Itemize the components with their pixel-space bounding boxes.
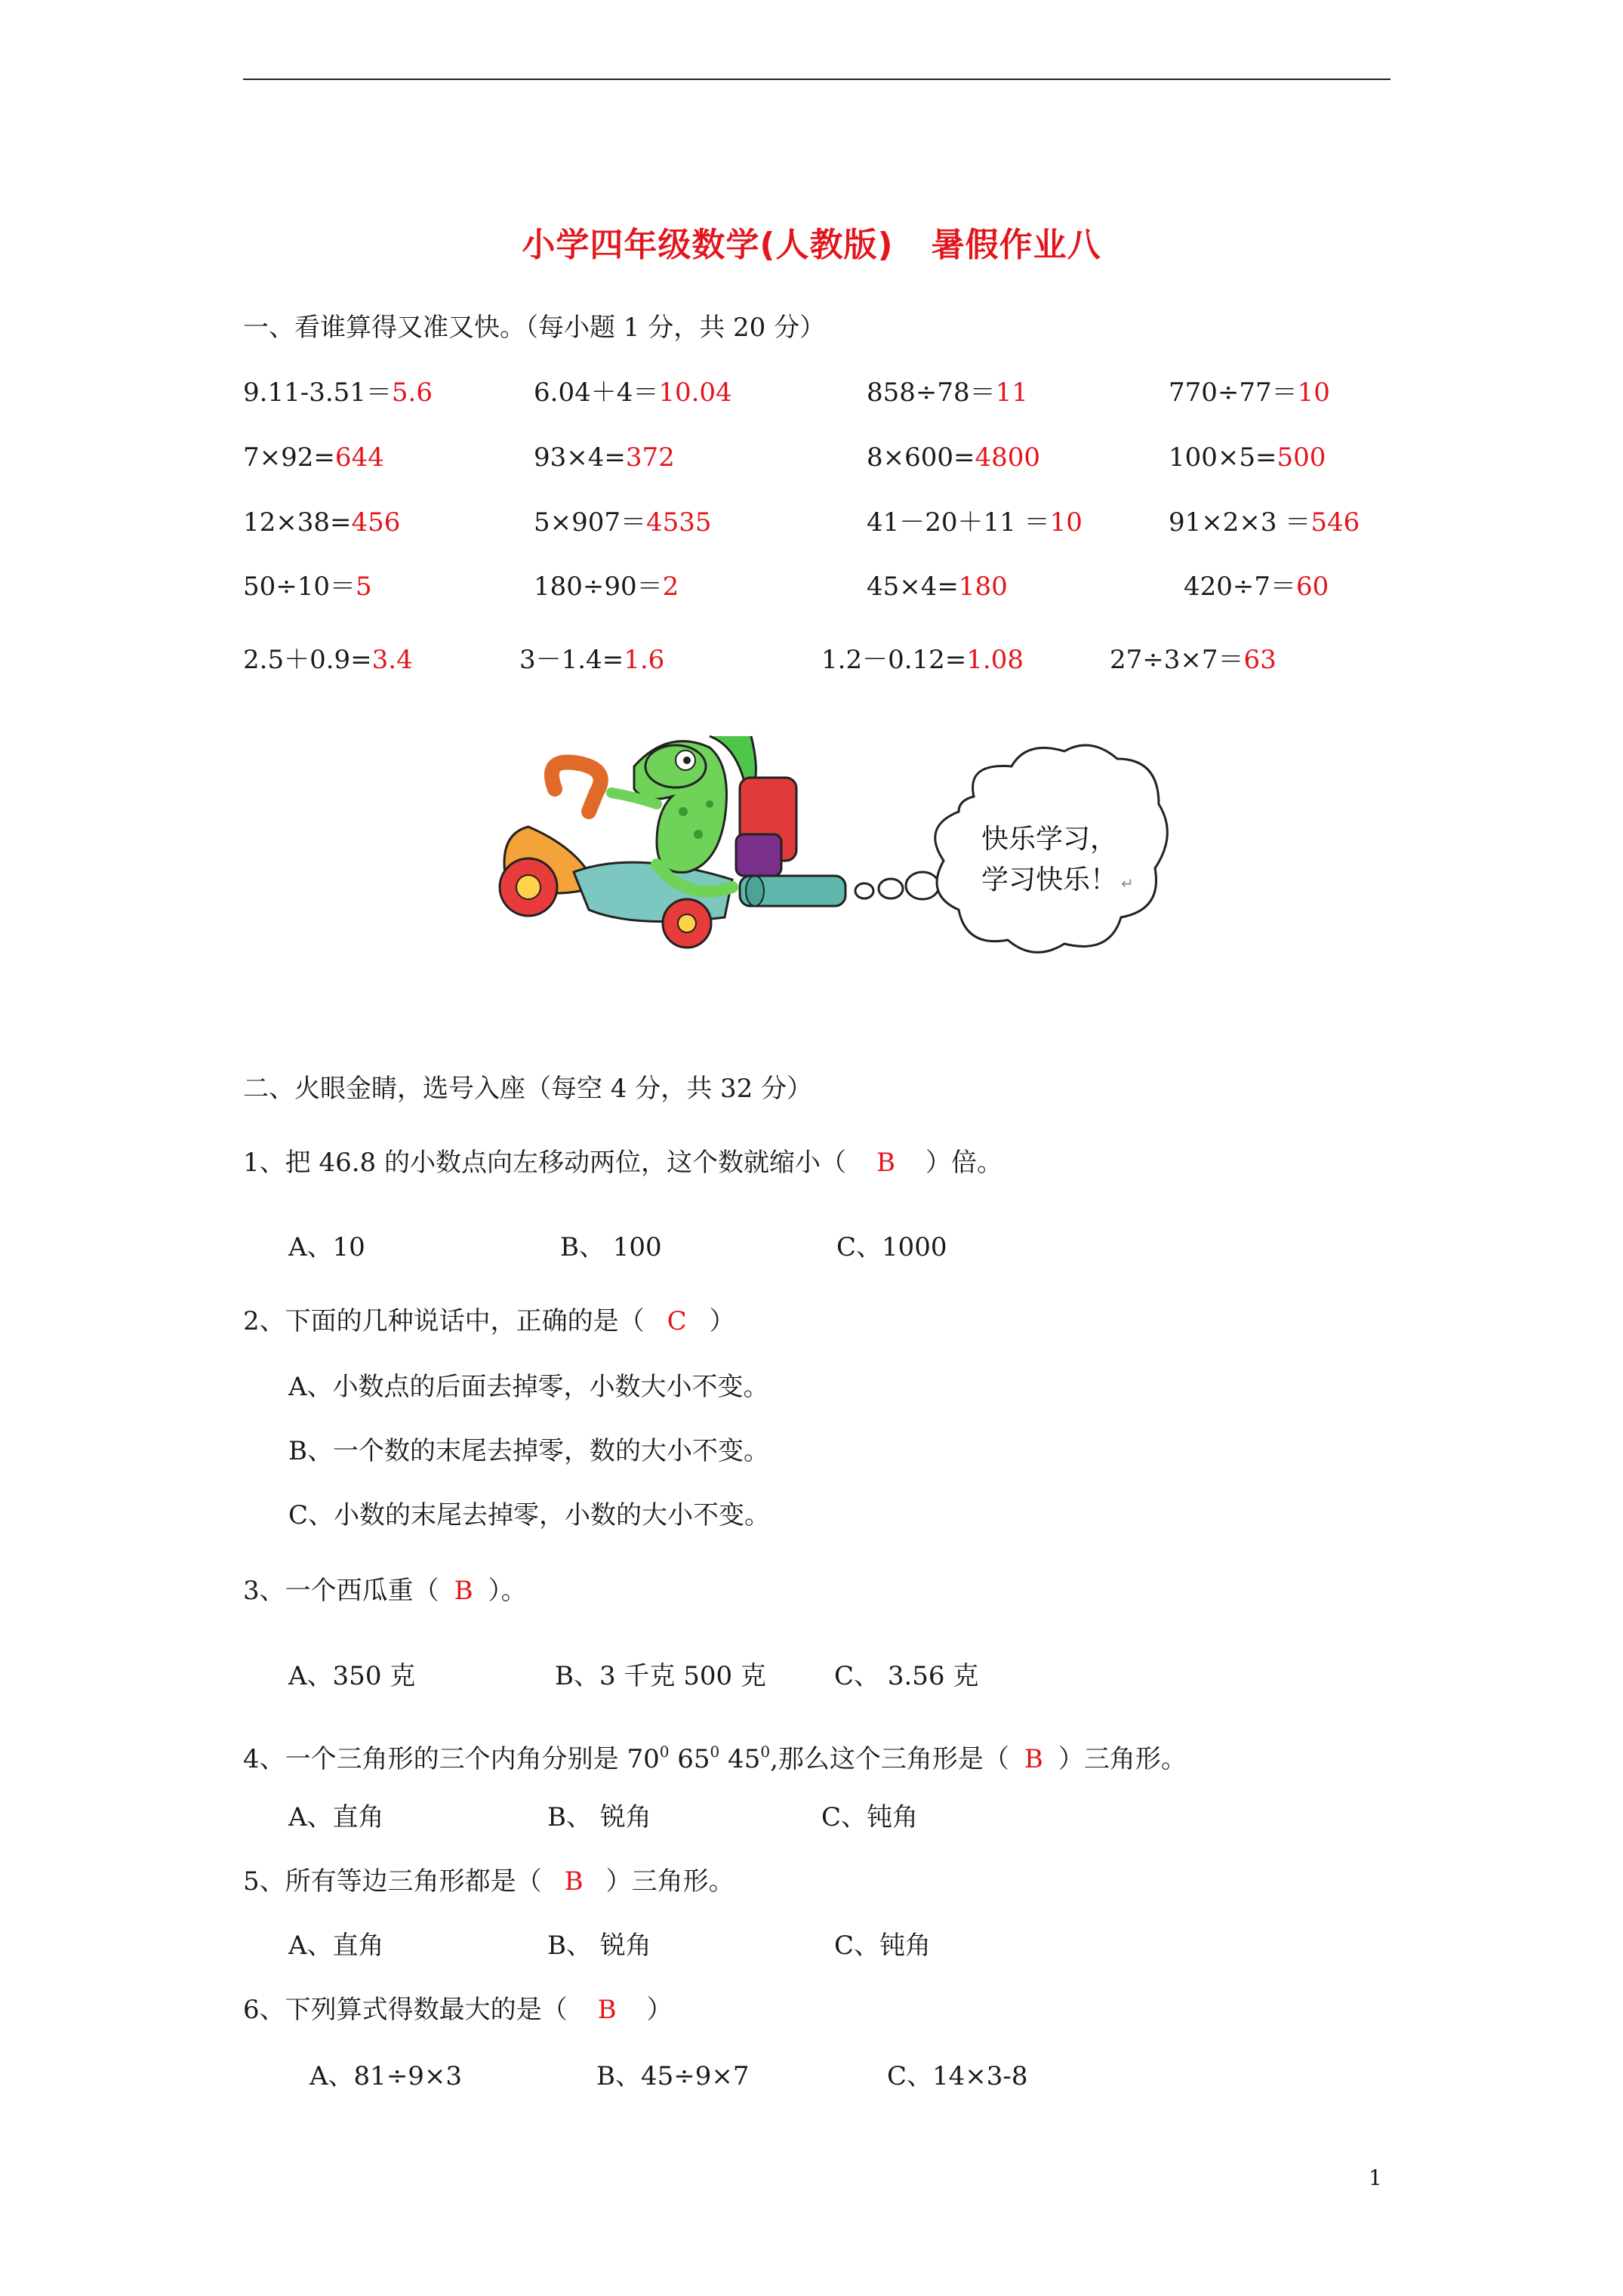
q2-option-c: C、小数的末尾去掉零，小数的大小不变。 [288,1500,771,1530]
calc-item [534,506,712,539]
calc-question: 2.5＋0.9= [243,645,372,675]
calc-question: 5×907＝ [534,507,647,538]
answer-2: C [667,1306,687,1336]
calc-item [519,643,664,676]
q5-option-b: B、 锐角 [547,1931,651,1961]
question-3: 3、一个西瓜重（ B ）。 [243,1576,527,1606]
calc-question: 8×600= [867,442,975,473]
calc-item [534,376,732,409]
calc-item [243,570,372,603]
question-2: 2、下面的几种说话中，正确的是（ C ） [243,1306,735,1336]
calc-answer: 500 [1277,442,1326,473]
answer-6: B [597,1995,617,2025]
question-4: 4、一个三角形的三个内角分别是 $70^0$ $65^0$ $45^0$,那么这个三角形是（ B ）三角形。 [243,1743,1187,1774]
question-6: 6、下列算式得数最大的是（ B ） [243,1995,673,2025]
calc-question: 12×38= [243,507,352,538]
calc-answer: 4800 [975,442,1041,473]
answer-1: B [876,1148,895,1178]
section1-heading: 一、看谁算得又准又快。（每小题 1 分，共 20 分） [243,313,826,343]
q2-option-a: A、小数点的后面去掉零，小数大小不变。 [288,1372,769,1402]
calc-item [534,441,675,474]
calc-answer: 3.4 [371,645,413,675]
thought-bubbles-icon [855,872,939,899]
q3-option-a: A、350 克 [288,1661,416,1691]
q1-option-c: C、1000 [836,1232,947,1262]
page-number: 1 [1369,2165,1382,2190]
calc-answer: 60 [1296,572,1329,602]
calc-item [534,570,679,603]
calc-answer: 10 [1049,507,1083,538]
calc-item [243,376,433,409]
calc-item [1169,441,1326,474]
calc-answer: 10 [1297,378,1330,408]
lizard-on-scooter-illustration [483,721,1178,1000]
calc-answer: 1.08 [966,645,1024,675]
calc-question: 6.04＋4＝ [534,378,659,408]
question-1: 1、把 46.8 的小数点向左移动两位，这个数就缩小（ B ）倍。 [243,1148,1002,1178]
calc-item [1184,570,1329,603]
calc-answer: 456 [351,507,401,538]
calc-question: 420÷7＝ [1184,572,1297,602]
section2-heading: 二、火眼金睛，选号入座（每空 4 分，共 32 分） [243,1074,813,1104]
calc-question: 180÷90＝ [534,572,663,602]
calc-answer: 2 [662,572,679,602]
bubble-line1: 快乐学习， [981,824,1118,855]
calc-item [1169,506,1360,539]
calc-question: 27÷3×7＝ [1110,645,1244,675]
q1-option-b: B、 100 [560,1232,662,1262]
title-right: 暑假作业八 [931,226,1101,264]
bubble-return-mark: ↵ [1121,874,1134,892]
answer-4: B [1024,1744,1043,1774]
q5-option-c: C、钝角 [834,1931,932,1961]
q1-option-a: A、10 [288,1232,365,1262]
q4-option-a: A、直角 [288,1802,384,1832]
calc-item [243,643,413,676]
header-rule [243,79,1390,80]
calc-question: 3－1.4= [519,645,624,675]
calc-question: 7×92= [243,442,335,473]
q6-option-b: B、45÷9×7 [596,2061,750,2091]
calc-question: 1.2－0.12= [821,645,967,675]
calc-item [867,506,1083,539]
calc-answer: 10.04 [658,378,732,408]
calc-item [1110,643,1277,676]
calc-question: 91×2×3 ＝ [1169,507,1311,538]
q4-option-b: B、 锐角 [547,1802,651,1832]
q2-option-b: B、一个数的末尾去掉零，数的大小不变。 [288,1436,769,1466]
q6-option-c: C、14×3-8 [887,2061,1028,2091]
calc-question: 45×4= [867,572,959,602]
calc-question: 770÷77＝ [1169,378,1298,408]
q6-option-a: A、81÷9×3 [310,2061,463,2091]
calc-answer: 180 [958,572,1008,602]
calc-item [1169,376,1330,409]
calc-answer: 63 [1243,645,1277,675]
calc-answer: 546 [1310,507,1360,538]
calc-question: 41－20＋11 ＝ [867,507,1050,538]
calc-question: 93×4= [534,442,626,473]
calc-item [867,441,1040,474]
calc-answer: 644 [334,442,384,473]
answer-3: B [454,1576,473,1606]
question-5: 5、所有等边三角形都是（ B ）三角形。 [243,1866,735,1897]
page-title [0,217,1623,266]
q5-option-a: A、直角 [288,1931,384,1961]
calc-question: 858÷78＝ [867,378,996,408]
calc-item [243,441,384,474]
q4-option-c: C、钝角 [821,1802,919,1832]
calc-item [867,570,1008,603]
title-left: 小学四年级数学(人教版) [522,226,894,264]
calc-answer: 1.6 [624,645,665,675]
calc-item [243,506,400,539]
q3-option-b: B、3 千克 500 克 [555,1661,766,1691]
calc-question: 9.11-3.51＝ [243,378,392,408]
calc-question: 100×5= [1169,442,1277,473]
calc-answer: 11 [995,378,1028,408]
calc-item [821,643,1024,676]
answer-5: B [564,1866,584,1897]
calc-answer: 372 [625,442,675,473]
q3-option-c: C、 3.56 克 [834,1661,979,1691]
calc-question: 50÷10＝ [243,572,356,602]
calc-answer: 5.6 [391,378,433,408]
bubble-line2: 学习快乐！ [981,864,1118,895]
calc-item [867,376,1028,409]
calc-answer: 4535 [646,507,712,538]
calc-answer: 5 [356,572,372,602]
